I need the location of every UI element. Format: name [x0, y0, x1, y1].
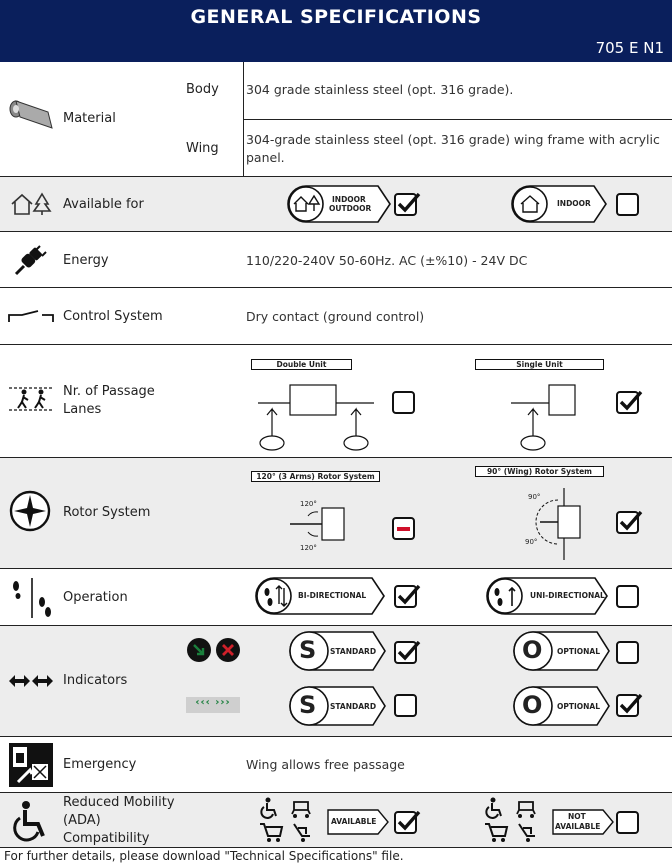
- indoor-outdoor-checkbox[interactable]: [394, 193, 417, 216]
- material-label: Material: [63, 111, 116, 126]
- arrow-indicator-strip: [186, 697, 240, 713]
- double-unit-label: Double Unit: [251, 359, 352, 370]
- material-divider-horizontal: [243, 119, 672, 120]
- model-code: 705 E N1: [595, 39, 664, 57]
- three-arms-angle-top: 120°: [300, 500, 317, 508]
- optional-o-1: O: [522, 636, 543, 664]
- emergency-icon: [8, 742, 54, 788]
- bidirectional-arrows-icon: [8, 672, 54, 690]
- indoor-label: INDOOR: [557, 199, 591, 208]
- energy-label: Energy: [63, 253, 109, 268]
- available-label: Available for: [63, 197, 144, 212]
- lanes-row: [0, 344, 672, 457]
- wing-label: Wing: [186, 141, 219, 156]
- energy-row: [0, 231, 672, 287]
- body-label: Body: [186, 82, 219, 97]
- plug-icon: [14, 244, 48, 276]
- indoor-checkbox[interactable]: [616, 193, 639, 216]
- control-label: Control System: [63, 309, 163, 324]
- operation-row: [0, 568, 672, 625]
- mobility-icons-not-available: [483, 796, 543, 846]
- standard-s-2: S: [299, 691, 317, 719]
- ada-row: [0, 792, 672, 848]
- available-label-text: AVAILABLE: [331, 817, 377, 826]
- bi-directional-label: BI-DIRECTIONAL: [298, 591, 367, 600]
- not-available-line2: AVAILABLE: [555, 822, 601, 831]
- rotor-icon: [9, 490, 51, 532]
- ada-label-line2: (ADA): [63, 813, 101, 828]
- wing-rotor-label: 90° (Wing) Rotor System: [475, 466, 604, 477]
- optional-o-2: O: [522, 691, 543, 719]
- switch-icon: [8, 310, 54, 324]
- traffic-lights-icon: [186, 637, 242, 663]
- available-row: [0, 176, 672, 231]
- operation-label: Operation: [63, 590, 128, 605]
- uni-directional-label: UNI-DIRECTIONAL: [530, 591, 605, 600]
- optional-label-1: OPTIONAL: [557, 647, 601, 656]
- emergency-value: Wing allows free passage: [246, 757, 405, 772]
- standard-label-2: STANDARD: [330, 702, 377, 711]
- optional-label-2: OPTIONAL: [557, 702, 601, 711]
- house-tree-icon: [10, 192, 54, 216]
- bi-directional-checkbox[interactable]: [394, 585, 417, 608]
- ada-label-line3: Compatibility: [63, 831, 150, 846]
- body-value: 304 grade stainless steel (opt. 316 grade).: [246, 82, 514, 97]
- single-unit-diagram: [505, 375, 585, 451]
- indoor-outdoor-line1: INDOOR: [332, 195, 366, 204]
- wing-value-line1: 304-grade stainless steel (opt. 316 grade) wing frame with acrylic: [246, 132, 660, 147]
- lanes-label-line2: Lanes: [63, 402, 102, 417]
- double-unit-diagram: [252, 375, 382, 451]
- three-arms-angle-bottom: 120°: [300, 544, 317, 552]
- control-row: [0, 287, 672, 344]
- ada-label-line1: Reduced Mobility: [63, 795, 175, 810]
- ada-available-checkbox[interactable]: [394, 811, 417, 834]
- standard-label-1: STANDARD: [330, 647, 377, 656]
- material-row: [0, 62, 672, 177]
- three-arms-not-available[interactable]: [392, 517, 415, 540]
- footsteps-icon: [10, 576, 54, 620]
- energy-value: 110/220-240V 50-60Hz. AC (±%10) - 24V DC: [246, 253, 528, 268]
- wing-value-line2: panel.: [246, 150, 285, 165]
- emergency-label: Emergency: [63, 757, 137, 772]
- three-arms-label: 120° (3 Arms) Rotor System: [251, 471, 380, 482]
- spec-header: [0, 0, 672, 62]
- indicators-row: [0, 625, 672, 736]
- rotor-label: Rotor System: [63, 505, 151, 520]
- ada-not-available-checkbox[interactable]: [616, 811, 639, 834]
- wing-rotor-angle-top: 90°: [528, 493, 541, 501]
- indoor-outdoor-line2: OUTDOOR: [329, 204, 372, 213]
- wing-rotor-checkbox[interactable]: [616, 511, 639, 534]
- rotor-row: [0, 457, 672, 568]
- optional-checkbox-1[interactable]: [616, 641, 639, 664]
- double-unit-checkbox[interactable]: [392, 391, 415, 414]
- indicators-label: Indicators: [63, 673, 128, 688]
- page-title: GENERAL SPECIFICATIONS: [190, 6, 482, 28]
- lanes-label-line1: Nr. of Passage: [63, 384, 155, 399]
- standard-s-1: S: [299, 636, 317, 664]
- not-available-line1: NOT: [568, 812, 586, 821]
- single-unit-checkbox[interactable]: [616, 391, 639, 414]
- arrow-indicator-text: ‹‹‹ ›››: [195, 697, 231, 708]
- wing-rotor-angle-bottom: 90°: [525, 538, 538, 546]
- pedestrians-icon: [8, 385, 54, 413]
- standard-checkbox-1[interactable]: [394, 641, 417, 664]
- standard-checkbox-2[interactable]: [394, 694, 417, 717]
- wheelchair-icon: [10, 800, 50, 842]
- control-value: Dry contact (ground control): [246, 309, 425, 324]
- mobility-icons-available: [258, 796, 318, 846]
- footer-note: For further details, please download "Technical Specifications" file.: [4, 849, 404, 863]
- single-unit-label: Single Unit: [475, 359, 604, 370]
- emergency-row: [0, 736, 672, 792]
- uni-directional-checkbox[interactable]: [616, 585, 639, 608]
- optional-checkbox-2[interactable]: [616, 694, 639, 717]
- steel-sheet-icon: [8, 100, 54, 130]
- three-arms-diagram: [284, 488, 350, 558]
